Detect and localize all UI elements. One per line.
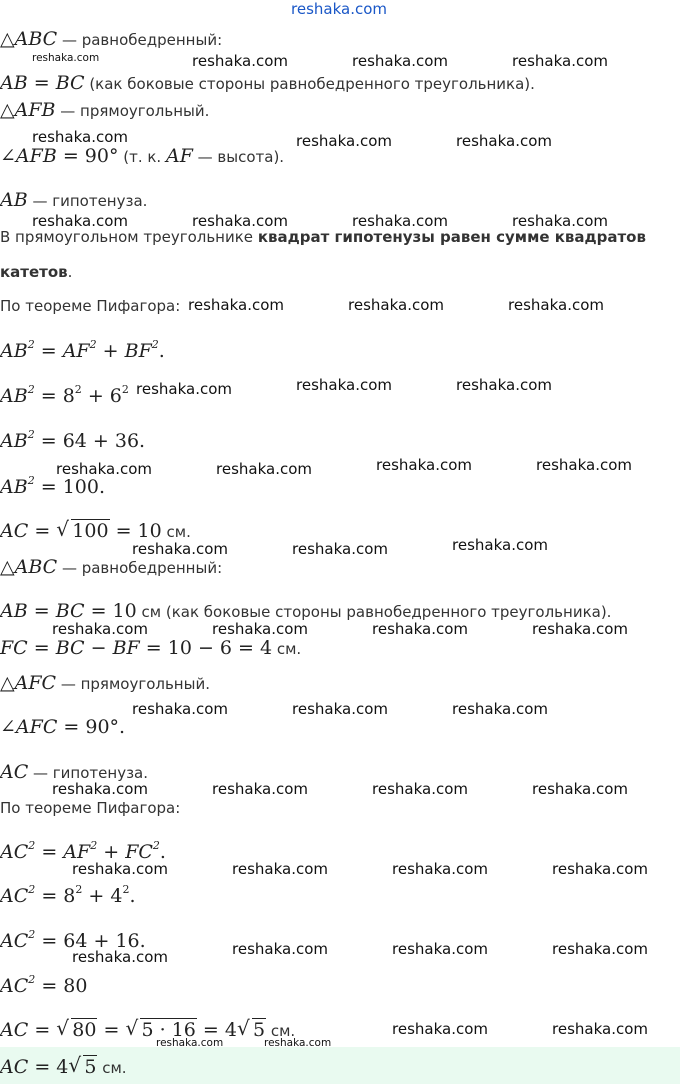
- eq-ac2-64-16: $AC^2 = 64 + 16$.: [0, 928, 146, 952]
- line-isosceles-abc: △ABC — равнобедренный:: [0, 28, 223, 50]
- line-rule: В прямоугольном треугольнике квадрат гипотенузы равен сумме квадратов: [0, 228, 646, 246]
- watermark: reshaka.com: [232, 860, 328, 878]
- watermark: reshaka.com: [552, 940, 648, 958]
- watermark: reshaka.com: [132, 540, 228, 558]
- watermark: reshaka.com: [348, 296, 444, 314]
- site-header-link[interactable]: reshaka.com: [291, 0, 387, 18]
- line-pythagoras-1: По теореме Пифагора:: [0, 297, 181, 315]
- watermark: reshaka.com: [452, 700, 548, 718]
- watermark: reshaka.com: [452, 536, 548, 554]
- line-angle-afb: ∠AFB = 90° (т. к. AF — высота).: [0, 145, 285, 167]
- eq-fc: FC = BC − BF = 10 − 6 = 4 см.: [0, 637, 302, 659]
- watermark: reshaka.com: [552, 860, 648, 878]
- watermark: reshaka.com: [392, 1020, 488, 1038]
- watermark: reshaka.com: [512, 212, 608, 230]
- eq-ac2-80: $AC^2 = 80$: [0, 973, 88, 997]
- line-hypotenuse-ac: AC — гипотенуза.: [0, 761, 149, 783]
- watermark: reshaka.com: [296, 376, 392, 394]
- watermark: reshaka.com: [292, 540, 388, 558]
- watermark: reshaka.com: [456, 376, 552, 394]
- watermark: reshaka.com: [216, 460, 312, 478]
- watermark: reshaka.com: [32, 52, 100, 64]
- watermark: reshaka.com: [56, 460, 152, 478]
- watermark: reshaka.com: [212, 780, 308, 798]
- watermark: reshaka.com: [52, 780, 148, 798]
- watermark: reshaka.com: [32, 212, 128, 230]
- line-ab-eq-bc: AB = BC (как боковые стороны равнобедренного треугольника).: [0, 72, 535, 94]
- watermark: reshaka.com: [532, 620, 628, 638]
- watermark: reshaka.com: [212, 620, 308, 638]
- eq-ac-sqrt80: AC = √ 80 = √ 5 · 16 = 4√ 5 см.: [0, 1019, 295, 1042]
- eq-ab2-64-36: $AB^2 = 64 + 36$.: [0, 428, 146, 452]
- watermark: reshaka.com: [392, 860, 488, 878]
- line-angle-afc: ∠AFC = 90°.: [0, 716, 126, 738]
- eq-ac-sqrt100: AC = √ 100 = 10 см.: [0, 520, 191, 543]
- watermark: reshaka.com: [232, 940, 328, 958]
- watermark: reshaka.com: [192, 212, 288, 230]
- line-right-afc: △AFC — прямоугольный.: [0, 672, 210, 694]
- watermark: reshaka.com: [296, 132, 392, 150]
- watermark: reshaka.com: [32, 128, 128, 146]
- eq-ac2-8-4: $AC^2 = 8^2 + 4^2$.: [0, 883, 136, 907]
- eq-ab2-8-6: $AB^2 = 8^2 + 6^2$: [0, 383, 129, 407]
- watermark: reshaka.com: [372, 620, 468, 638]
- watermark: reshaka.com: [136, 380, 232, 398]
- watermark: reshaka.com: [352, 212, 448, 230]
- watermark: reshaka.com: [532, 780, 628, 798]
- watermark: reshaka.com: [188, 296, 284, 314]
- line-isosceles-abc-2: △ABC — равнобедренный:: [0, 556, 223, 578]
- watermark: reshaka.com: [512, 52, 608, 70]
- eq-ab2-100: $AB^2 = 100$.: [0, 474, 105, 498]
- watermark: reshaka.com: [376, 456, 472, 474]
- watermark: reshaka.com: [192, 52, 288, 70]
- watermark: reshaka.com: [292, 700, 388, 718]
- watermark: reshaka.com: [552, 1020, 648, 1038]
- watermark: reshaka.com: [72, 860, 168, 878]
- watermark: reshaka.com: [352, 52, 448, 70]
- line-hypotenuse-ab: AB — гипотенуза.: [0, 189, 148, 211]
- watermark: reshaka.com: [264, 1037, 332, 1049]
- watermark: reshaka.com: [156, 1037, 224, 1049]
- line-ab-bc-10: AB = BC = 10 см (как боковые стороны равнобедренного треугольника).: [0, 600, 612, 622]
- watermark: reshaka.com: [508, 296, 604, 314]
- eq-ac2-af2-fc2: $AC^2 = AF^2 + FC^2$.: [0, 839, 166, 863]
- line-pythagoras-2: По теореме Пифагора:: [0, 799, 181, 817]
- watermark: reshaka.com: [132, 700, 228, 718]
- line-rule-cont: катетов.: [0, 263, 73, 281]
- line-right-afb: △AFB — прямоугольный.: [0, 99, 210, 121]
- watermark: reshaka.com: [372, 780, 468, 798]
- eq-ab2-af2-bf2: $AB^2 = AF^2 + BF^2$.: [0, 338, 165, 362]
- answer-final: AC = 4√ 5 см.: [0, 1056, 127, 1079]
- watermark: reshaka.com: [536, 456, 632, 474]
- watermark: reshaka.com: [392, 940, 488, 958]
- watermark: reshaka.com: [72, 948, 168, 966]
- watermark: reshaka.com: [52, 620, 148, 638]
- watermark: reshaka.com: [456, 132, 552, 150]
